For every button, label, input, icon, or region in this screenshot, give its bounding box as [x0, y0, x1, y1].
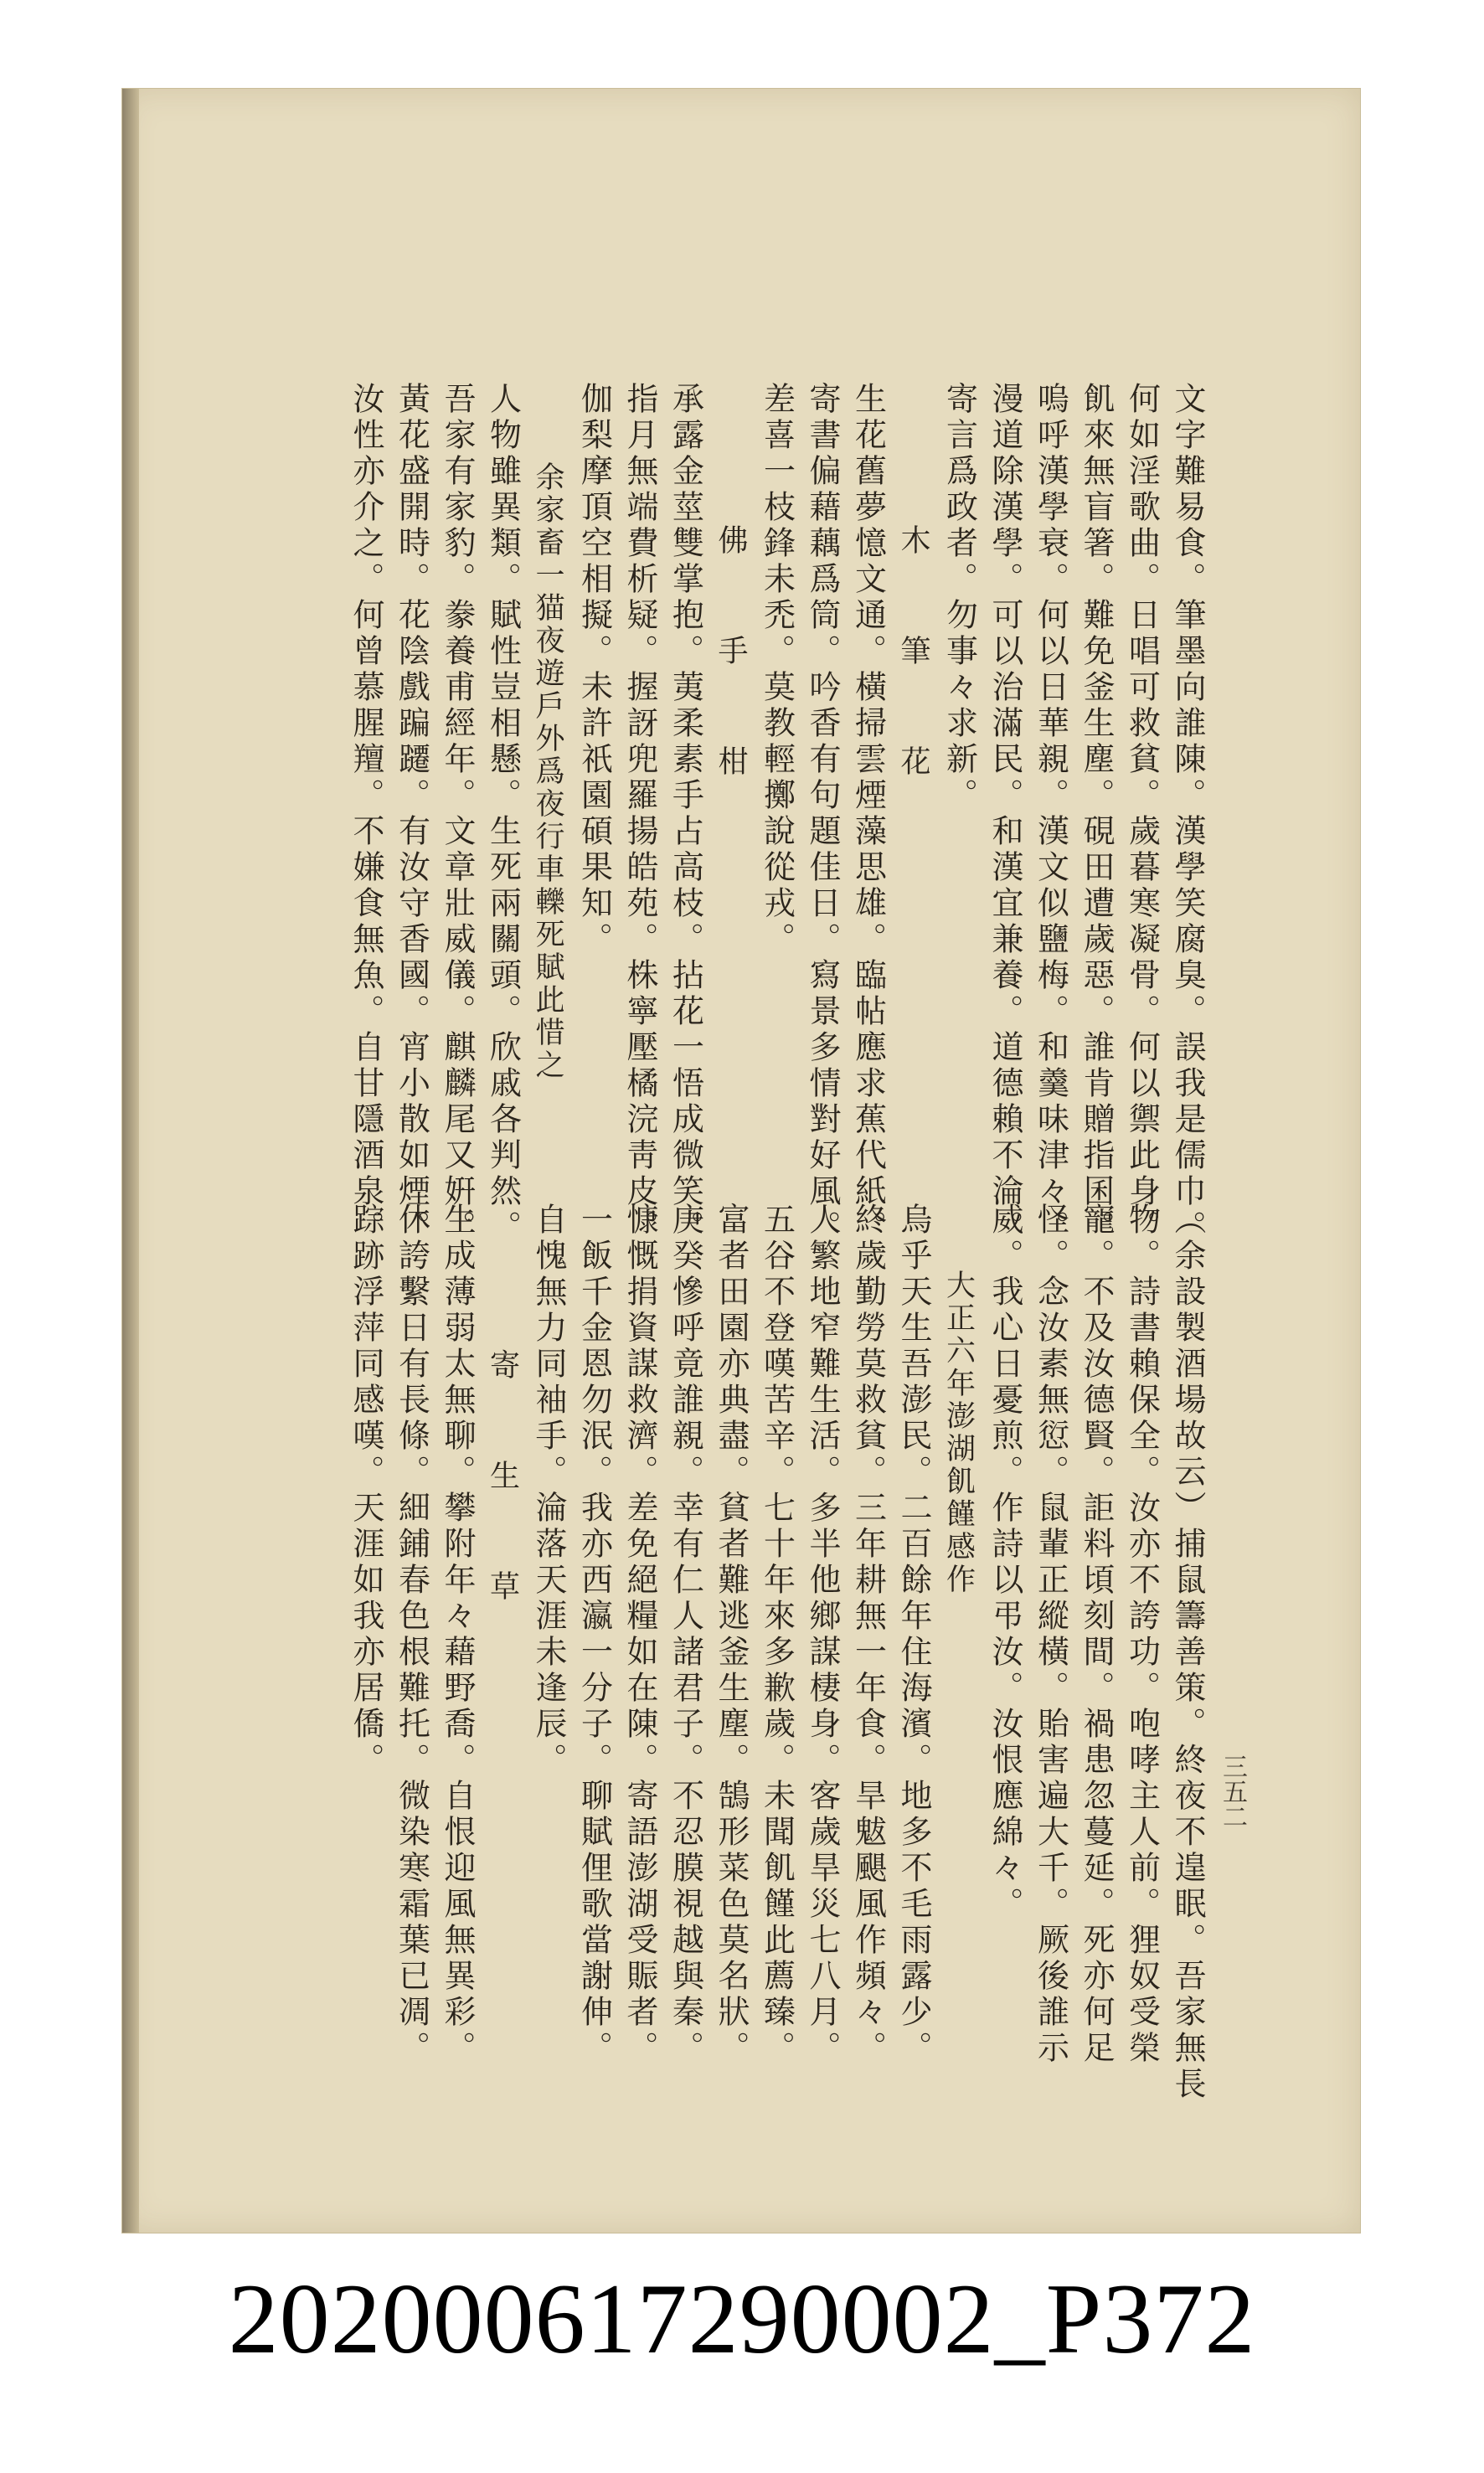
text-column: 富者田園亦典盡。貧者難逃釜生塵。鵠形菜色莫名狀。 [713, 1203, 750, 2067]
text-column: 寵。不及汝德賢。詎料頃刻間。禍患忽蔓延。死亦何足 [1078, 1203, 1115, 2067]
text-column: 伽梨摩頂空相擬。未許祇園碩果知。 [575, 382, 613, 958]
text-column: 差喜一枝鋒未禿。莫教輕擲說從戎。 [758, 382, 796, 958]
text-column: 生成薄弱太無聊。攀附年々藉野喬。自恨迎風無異彩。 [439, 1203, 476, 2067]
text-column: 怪。念汝素無愆。鼠輩正縱橫。貽害遍大千。厥後誰示 [1032, 1203, 1069, 2067]
page-number: 三五二 [1218, 1754, 1247, 1829]
page-binding-edge [122, 89, 139, 2233]
text-column: 慷慨捐資謀救濟。差免絕糧如在陳。寄語澎湖受賑者。 [621, 1203, 658, 2067]
text-column: 承露金莖雙掌抱。荑柔素手占高枝。拈花一悟成微笑。 [667, 382, 704, 1246]
text-column: 寄書偏藉藕爲筒。吟香有句題佳日。寫景多情對好風。 [804, 382, 841, 1246]
text-column: 自愧無力同袖手。淪落天涯未逢辰。 [530, 1203, 567, 1779]
text-column: 漫道除漢學。可以治滿民。和漢宜兼養。道德賴不淪。 [987, 382, 1023, 1246]
text-column: 休誇繫日有長條。細鋪春色根難托。微染寒霜葉已凋。 [393, 1203, 430, 2067]
text-column: 何如淫歌曲。日唱可救貧。歲暮寒凝骨。何以禦此身。 [1123, 382, 1161, 1246]
text-column: 庚癸慘呼竟誰親。幸有仁人諸君子。不忍膜視越與秦。 [667, 1203, 704, 2067]
poem-title: 寄 生 草 [485, 1349, 520, 1625]
text-column: 生花舊夢憶文通。橫掃雲煙藻思雄。臨帖應求蕉代紙。 [849, 382, 887, 1246]
text-column: 威。我心日憂煎。作詩以弔汝。汝恨應綿々。 [987, 1203, 1023, 1923]
text-column: 一飯千金恩勿泯。我亦西瀛一分子。聊賦俚歌當謝伸。 [575, 1203, 613, 2067]
text-column: （余設製酒場故云）捕鼠籌善策。終夜不遑眠。吾家無長 [1169, 1203, 1206, 2103]
text-column: 終歲勤勞莫救貧。三年耕無一年食。旱魃颶風作頻々。 [849, 1203, 887, 2067]
text-column: 指月無端費析疑。握訝兜羅揚皓苑。株寧壓橘浣靑皮。 [621, 382, 658, 1246]
text-column: 五谷不登嘆苦辛。七十年來多歉歲。未聞飢饉此薦臻。 [758, 1203, 796, 2067]
poem-subtitle: 余家畜一猫夜遊戶外爲夜行車轢死賦此惜之 [531, 461, 564, 1082]
poem-title: 佛 手 柑 [714, 524, 748, 801]
text-column: 文字難易食。筆墨向誰陳。漢學笑腐臭。誤我是儒巾。 [1169, 382, 1206, 1246]
text-column: 寄言爲政者。勿事々求新。 [940, 382, 978, 814]
poem-subtitle: 大正六年澎湖飢饉感作 [941, 1270, 976, 1596]
text-column: 人繁地窄難生活。多半他鄉謀棲身。客歲旱災七八月。 [804, 1203, 841, 2067]
text-column: 物。詩書賴保全。汝亦不誇功。咆哮主人前。狸奴受榮 [1123, 1203, 1161, 2067]
scanned-page [121, 88, 1361, 2233]
text-column: 汝性亦介之。何曾慕腥羶。不嫌食無魚。自甘隱酒泉。 [348, 382, 384, 1246]
text-column: 踪跡浮萍同感嘆。天涯如我亦居僑。 [348, 1203, 384, 1779]
text-column: 嗚呼漢學衰。何以日華親。漢文似鹽梅。和羹味津々。 [1032, 382, 1069, 1246]
text-column: 飢來無盲箸。難免釜生塵。硯田遭歲惡。誰肯贈指囷。 [1078, 382, 1115, 1246]
text-column: 吾家有家豹。豢養甫經年。文章壯威儀。麒麟尾又姸。 [439, 382, 476, 1246]
poem-title: 木 筆 花 [896, 524, 930, 801]
image-id-caption: 202000617290002_P372 [228, 2263, 1256, 2374]
text-column: 人物雖異類。賦性豈相懸。生死兩關頭。欣戚各判然。 [484, 382, 522, 1246]
text-column: 烏乎天生吾澎民。二百餘年住海濱。地多不毛雨露少。 [895, 1203, 932, 2067]
text-column: 黃花盛開時。花陰戲蹁躚。有汝守香國。宵小散如煙。 [393, 382, 430, 1246]
